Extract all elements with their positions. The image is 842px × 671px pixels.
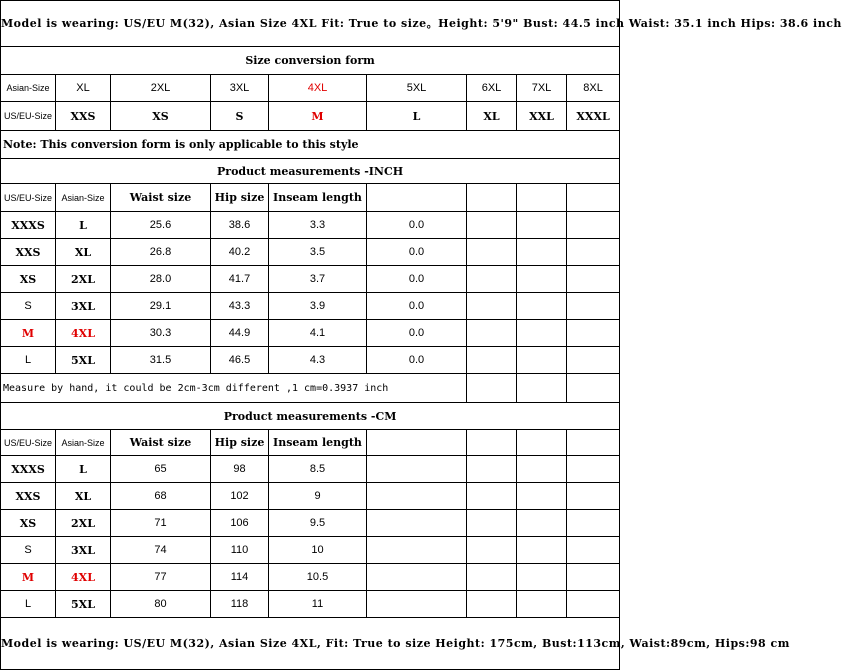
cm-asian: 3XL bbox=[56, 537, 111, 564]
conversion-asian-cell: XL bbox=[56, 75, 111, 102]
empty-cell bbox=[467, 212, 517, 239]
empty-cell bbox=[467, 564, 517, 591]
empty-cell bbox=[567, 456, 620, 483]
cm-title: Product measurements -CM bbox=[1, 403, 620, 430]
empty-cell bbox=[367, 184, 467, 212]
cm-header-hip: Hip size bbox=[211, 430, 269, 456]
inch-waist: 28.0 bbox=[111, 266, 211, 293]
inch-useu: M bbox=[1, 320, 56, 347]
cm-asian: XL bbox=[56, 483, 111, 510]
cm-hip: 98 bbox=[211, 456, 269, 483]
cm-hip: 118 bbox=[211, 591, 269, 618]
inch-hip: 44.9 bbox=[211, 320, 269, 347]
inch-asian: L bbox=[56, 212, 111, 239]
cm-useu: XS bbox=[1, 510, 56, 537]
empty-cell bbox=[567, 266, 620, 293]
inch-header-inseam: Inseam length bbox=[269, 184, 367, 212]
cm-asian: 2XL bbox=[56, 510, 111, 537]
empty-cell bbox=[517, 266, 567, 293]
cm-row bbox=[1, 510, 620, 537]
inch-waist: 25.6 bbox=[111, 212, 211, 239]
bottom-model-note: Model is wearing: US/EU M(32), Asian Size 4XL, Fit: True to size Height: 175cm, Bust:113cm, Waist:89cm, Hips:98 cm bbox=[1, 618, 620, 670]
empty-cell bbox=[467, 320, 517, 347]
empty-cell bbox=[517, 483, 567, 510]
empty-cell bbox=[467, 483, 517, 510]
empty-cell bbox=[567, 564, 620, 591]
cm-hip: 102 bbox=[211, 483, 269, 510]
cm-row bbox=[1, 591, 620, 618]
cm-asian: 5XL bbox=[56, 591, 111, 618]
empty-cell bbox=[567, 430, 620, 456]
empty-cell bbox=[517, 293, 567, 320]
inch-row-highlight bbox=[1, 320, 620, 347]
empty-cell bbox=[467, 184, 517, 212]
inch-extra: 0.0 bbox=[367, 293, 467, 320]
conversion-useu-cell: XL bbox=[467, 102, 517, 131]
empty-cell bbox=[467, 456, 517, 483]
cm-waist: 68 bbox=[111, 483, 211, 510]
cm-row-highlight bbox=[1, 564, 620, 591]
inch-hip: 46.5 bbox=[211, 347, 269, 374]
cm-row bbox=[1, 537, 620, 564]
empty-cell bbox=[367, 537, 467, 564]
empty-cell bbox=[567, 483, 620, 510]
empty-cell bbox=[367, 430, 467, 456]
conversion-useu-cell: XXS bbox=[56, 102, 111, 131]
inch-extra: 0.0 bbox=[367, 347, 467, 374]
cm-useu: M bbox=[1, 564, 56, 591]
cm-hip: 110 bbox=[211, 537, 269, 564]
cm-row bbox=[1, 483, 620, 510]
empty-cell bbox=[517, 430, 567, 456]
inch-asian: 2XL bbox=[56, 266, 111, 293]
inch-extra: 0.0 bbox=[367, 320, 467, 347]
conversion-useu-cell-highlight: M bbox=[269, 102, 367, 131]
empty-cell bbox=[517, 537, 567, 564]
empty-cell bbox=[567, 347, 620, 374]
inch-extra: 0.0 bbox=[367, 239, 467, 266]
inch-asian: XL bbox=[56, 239, 111, 266]
conversion-asian-cell: 3XL bbox=[211, 75, 269, 102]
empty-cell bbox=[367, 564, 467, 591]
conversion-useu-cell: S bbox=[211, 102, 269, 131]
inch-hip: 43.3 bbox=[211, 293, 269, 320]
empty-cell bbox=[467, 293, 517, 320]
empty-cell bbox=[467, 266, 517, 293]
empty-cell bbox=[567, 374, 620, 403]
inch-row bbox=[1, 266, 620, 293]
inch-inseam: 4.1 bbox=[269, 320, 367, 347]
cm-header-useu: US/EU-Size bbox=[1, 430, 56, 456]
cm-useu: L bbox=[1, 591, 56, 618]
empty-cell bbox=[367, 591, 467, 618]
inch-extra: 0.0 bbox=[367, 212, 467, 239]
empty-cell bbox=[567, 320, 620, 347]
empty-cell bbox=[467, 347, 517, 374]
inch-useu: XS bbox=[1, 266, 56, 293]
conversion-useu-cell: L bbox=[367, 102, 467, 131]
cm-inseam: 10.5 bbox=[269, 564, 367, 591]
inch-asian: 5XL bbox=[56, 347, 111, 374]
empty-cell bbox=[567, 537, 620, 564]
cm-hip: 114 bbox=[211, 564, 269, 591]
conversion-useu-label: US/EU-Size bbox=[1, 102, 56, 131]
cm-row bbox=[1, 456, 620, 483]
inch-inseam: 4.3 bbox=[269, 347, 367, 374]
inch-header-useu: US/EU-Size bbox=[1, 184, 56, 212]
conversion-useu-cell: XS bbox=[111, 102, 211, 131]
cm-waist: 74 bbox=[111, 537, 211, 564]
inch-useu: L bbox=[1, 347, 56, 374]
empty-cell bbox=[367, 456, 467, 483]
inch-waist: 26.8 bbox=[111, 239, 211, 266]
measure-note: Measure by hand, it could be 2cm-3cm different ,1 cm=0.3937 inch bbox=[1, 374, 467, 403]
top-model-note: Model is wearing: US/EU M(32), Asian Size 4XL Fit: True to size。Height: 5'9" Bust: 44.5 inch Waist: 35.1 inch Hips: 38.6 inch bbox=[1, 1, 620, 47]
cm-asian: 4XL bbox=[56, 564, 111, 591]
conversion-asian-cell: 2XL bbox=[111, 75, 211, 102]
inch-hip: 41.7 bbox=[211, 266, 269, 293]
cm-useu: S bbox=[1, 537, 56, 564]
cm-waist: 71 bbox=[111, 510, 211, 537]
empty-cell bbox=[517, 347, 567, 374]
cm-inseam: 10 bbox=[269, 537, 367, 564]
inch-asian: 3XL bbox=[56, 293, 111, 320]
cm-hip: 106 bbox=[211, 510, 269, 537]
inch-hip: 38.6 bbox=[211, 212, 269, 239]
empty-cell bbox=[467, 430, 517, 456]
cm-header-waist: Waist size bbox=[111, 430, 211, 456]
cm-waist: 77 bbox=[111, 564, 211, 591]
inch-row bbox=[1, 212, 620, 239]
inch-waist: 29.1 bbox=[111, 293, 211, 320]
inch-inseam: 3.7 bbox=[269, 266, 367, 293]
cm-header-asian: Asian-Size bbox=[56, 430, 111, 456]
inch-header-asian: Asian-Size bbox=[56, 184, 111, 212]
conversion-note: Note: This conversion form is only applicable to this style bbox=[1, 131, 620, 159]
conversion-asian-cell: 5XL bbox=[367, 75, 467, 102]
conversion-asian-cell: 7XL bbox=[517, 75, 567, 102]
inch-waist: 30.3 bbox=[111, 320, 211, 347]
cm-waist: 65 bbox=[111, 456, 211, 483]
empty-cell bbox=[567, 591, 620, 618]
empty-cell bbox=[567, 293, 620, 320]
cm-asian: L bbox=[56, 456, 111, 483]
inch-asian: 4XL bbox=[56, 320, 111, 347]
inch-header-hip: Hip size bbox=[211, 184, 269, 212]
empty-cell bbox=[517, 212, 567, 239]
empty-cell bbox=[467, 510, 517, 537]
inch-inseam: 3.5 bbox=[269, 239, 367, 266]
cm-header-inseam: Inseam length bbox=[269, 430, 367, 456]
inch-header-waist: Waist size bbox=[111, 184, 211, 212]
conversion-title: Size conversion form bbox=[1, 47, 620, 75]
inch-row bbox=[1, 347, 620, 374]
empty-cell bbox=[567, 510, 620, 537]
empty-cell bbox=[467, 537, 517, 564]
conversion-asian-cell: 8XL bbox=[567, 75, 620, 102]
conversion-asian-label: Asian-Size bbox=[1, 75, 56, 102]
cm-inseam: 11 bbox=[269, 591, 367, 618]
empty-cell bbox=[517, 564, 567, 591]
empty-cell bbox=[517, 456, 567, 483]
conversion-useu-cell: XXL bbox=[517, 102, 567, 131]
cm-useu: XXXS bbox=[1, 456, 56, 483]
empty-cell bbox=[567, 184, 620, 212]
inch-row bbox=[1, 239, 620, 266]
empty-cell bbox=[467, 374, 517, 403]
inch-useu: S bbox=[1, 293, 56, 320]
inch-row bbox=[1, 293, 620, 320]
empty-cell bbox=[517, 510, 567, 537]
cm-inseam: 8.5 bbox=[269, 456, 367, 483]
conversion-useu-cell: XXXL bbox=[567, 102, 620, 131]
inch-inseam: 3.3 bbox=[269, 212, 367, 239]
empty-cell bbox=[567, 212, 620, 239]
conversion-asian-cell: 6XL bbox=[467, 75, 517, 102]
empty-cell bbox=[517, 374, 567, 403]
empty-cell bbox=[517, 184, 567, 212]
inch-useu: XXS bbox=[1, 239, 56, 266]
cm-useu: XXS bbox=[1, 483, 56, 510]
cm-waist: 80 bbox=[111, 591, 211, 618]
inch-waist: 31.5 bbox=[111, 347, 211, 374]
empty-cell bbox=[567, 239, 620, 266]
inch-useu: XXXS bbox=[1, 212, 56, 239]
inch-hip: 40.2 bbox=[211, 239, 269, 266]
empty-cell bbox=[517, 239, 567, 266]
cm-inseam: 9.5 bbox=[269, 510, 367, 537]
empty-cell bbox=[367, 483, 467, 510]
empty-cell bbox=[517, 591, 567, 618]
inch-extra: 0.0 bbox=[367, 266, 467, 293]
empty-cell bbox=[467, 591, 517, 618]
inch-inseam: 3.9 bbox=[269, 293, 367, 320]
inch-title: Product measurements -INCH bbox=[1, 159, 620, 184]
empty-cell bbox=[517, 320, 567, 347]
empty-cell bbox=[367, 510, 467, 537]
cm-inseam: 9 bbox=[269, 483, 367, 510]
conversion-asian-cell-highlight: 4XL bbox=[269, 75, 367, 102]
empty-cell bbox=[467, 239, 517, 266]
